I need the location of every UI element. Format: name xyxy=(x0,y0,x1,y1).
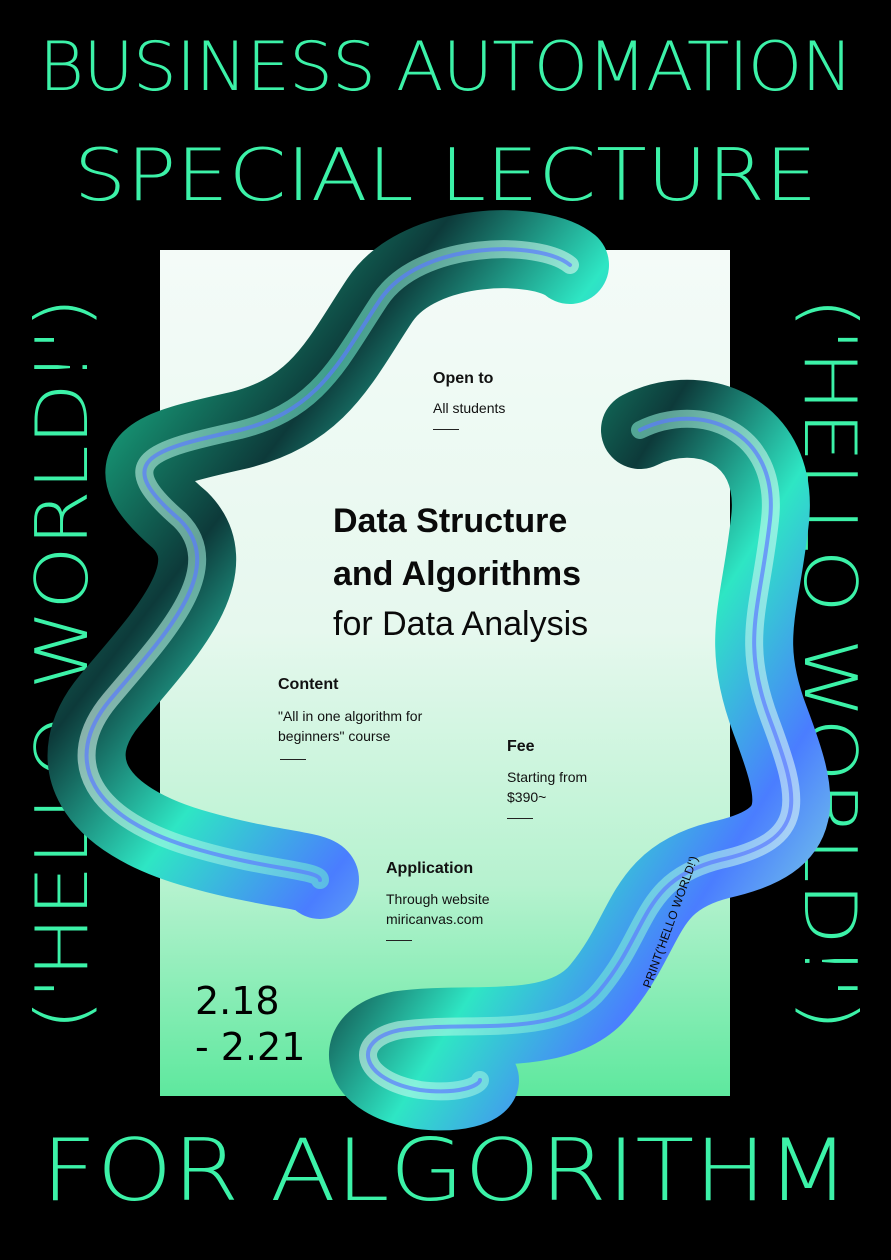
application-title: Application xyxy=(386,860,474,877)
content-body-line-1: "All in one algorithm for xyxy=(278,708,423,724)
application-divider xyxy=(386,940,412,941)
headline-for-algorithm: FOR ALGORITHM xyxy=(41,1121,850,1221)
course-title-line-1: Data Structure xyxy=(333,502,568,540)
date-start: 2.18 xyxy=(195,979,280,1023)
vertical-text-right: ('HELLO WORLD!') xyxy=(788,297,872,1031)
application-body-line-1: Through website xyxy=(386,891,490,907)
fee-body-line-2: $390~ xyxy=(507,789,547,805)
open-to-body: All students xyxy=(433,400,506,416)
content-divider xyxy=(280,759,306,760)
fee-title: Fee xyxy=(507,738,535,755)
application-body-line-2: miricanvas.com xyxy=(386,911,484,927)
headline-business-automation: BUSINESS AUTOMATION xyxy=(38,28,853,107)
fee-divider xyxy=(507,818,533,819)
vertical-text-left: ('HELLO WORLD!') xyxy=(20,297,104,1031)
print-hello-caption: PRINT('HELLO WORLD!') xyxy=(640,854,701,990)
date-end: - 2.21 xyxy=(195,1025,306,1069)
open-to-divider xyxy=(433,429,459,430)
fee-body-line-1: Starting from xyxy=(507,769,588,785)
content-body-line-2: beginners" course xyxy=(278,728,391,744)
content-title: Content xyxy=(278,676,339,693)
course-subtitle: for Data Analysis xyxy=(333,605,589,643)
open-to-title: Open to xyxy=(433,370,494,387)
course-title-line-2: and Algorithms xyxy=(333,555,582,593)
headline-special-lecture: SPECIAL LECTURE xyxy=(73,133,818,217)
